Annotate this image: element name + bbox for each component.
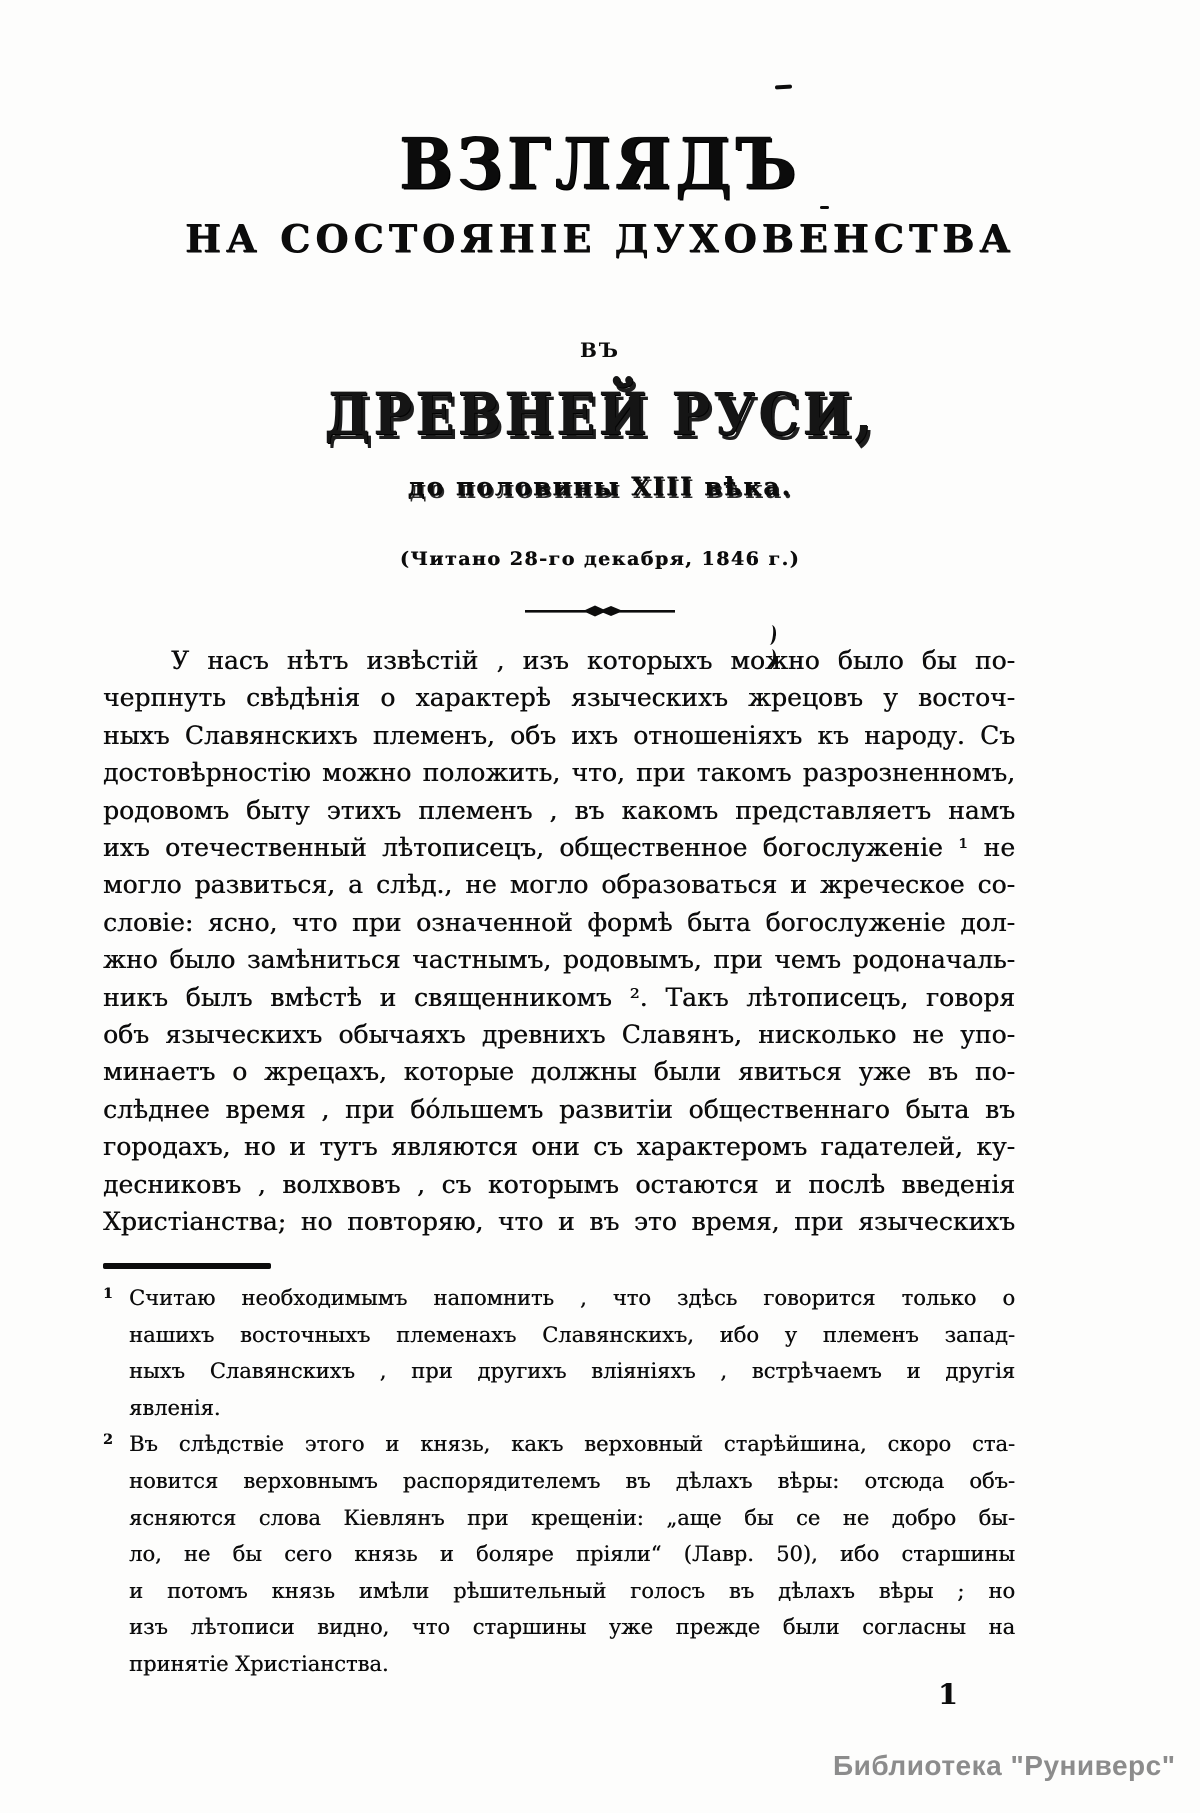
- text-line: достовѣрностію можно положить, что, при такомъ разрозненномъ,: [103, 758, 1015, 788]
- footnote-line: Въ слѣдствіе этого и князь, какъ верховный старѣйшина, скоро ста-: [129, 1432, 1015, 1457]
- divider-flourish-icon: [525, 604, 675, 618]
- book-title-preposition: ВЪ: [579, 338, 621, 362]
- text-line: черпнуть свѣдѣнія о характерѣ языческихъ жрецовъ у восточ-: [103, 683, 1015, 713]
- footnote-marker: 1: [103, 1286, 113, 1302]
- text-line: ныхъ Славянскихъ племенъ, объ ихъ отношеніяхъ къ народу. Съ: [103, 720, 1015, 750]
- text-line: десниковъ , волхвовъ , съ которымъ остаются и послѣ введенія: [103, 1169, 1015, 1199]
- library-watermark: Библиотека "Руниверс": [833, 1750, 1176, 1781]
- book-title-sub: НА СОСТОЯНІЕ ДУХОВЕНСТВА: [184, 216, 1016, 261]
- text-line: ихъ отечественный лѣтописецъ, общественное богослуженіе ¹ не: [103, 833, 1015, 863]
- footnote-line: и потомъ князь имѣли рѣшительный голосъ въ дѣлахъ вѣры ; но: [129, 1578, 1015, 1603]
- footnote-line: нашихъ восточныхъ племенахъ Славянскихъ, ибо у племенъ запад-: [129, 1322, 1015, 1347]
- text-line: словіе: ясно, что при означенной формѣ быта богослуженіе дол-: [103, 907, 1015, 937]
- text-line: жно было замѣниться частнымъ, родовымъ, при чемъ родоначаль-: [103, 945, 1015, 975]
- ornamental-divider: [0, 604, 1200, 618]
- text-line: Христіанства; но повторяю, что и въ это время, при языческихъ: [103, 1207, 1015, 1237]
- book-title-main: ВЗГЛЯДЪ: [399, 122, 801, 205]
- text-line: могло развиться, а слѣд., не могло образоваться и жреческое со-: [103, 870, 1015, 900]
- footnote-line: Считаю необходимымъ напомнить , что здѣсь говорится только о: [129, 1286, 1015, 1310]
- footnote-line: явленія.: [129, 1395, 221, 1420]
- footnote-marker: 2: [103, 1432, 113, 1449]
- footnote-line: ло, не бы сего князь и боляре пріяли“ (Лавр. 50), ибо старшины: [129, 1542, 1015, 1567]
- footnote-1: [103, 1280, 1015, 1426]
- text-line: минаетъ о жрецахъ, которые должны были явиться уже въ по-: [103, 1057, 1015, 1087]
- text-line: слѣднее время , при бо́льшемъ развитіи общественнаго быта въ: [103, 1094, 1015, 1124]
- footnote-line: изъ лѣтописи видно, что старшины уже прежде были согласны на: [129, 1615, 1015, 1640]
- text-line: городахъ, но и тутъ являются они съ характеромъ гадателей, ку-: [103, 1132, 1015, 1162]
- footnote-line: новится верховнымъ распорядителемъ въ дѣлахъ вѣры: отсюда объ-: [129, 1468, 1015, 1493]
- footnotes-section: [103, 1280, 1015, 1683]
- text-line: объ языческихъ обычаяхъ древнихъ Славянъ, нисколько не упо-: [103, 1020, 1015, 1050]
- main-paragraph: [103, 642, 1015, 1241]
- footnote-line: ясняются слова Кіевлянъ при крещеніи: „аще бы се не добро бы-: [129, 1505, 1015, 1530]
- footnote-line: ныхъ Славянскихъ , при другихъ вліяніяхъ , встрѣчаемъ и другія: [129, 1359, 1015, 1384]
- footnote-2: [103, 1426, 1015, 1682]
- reading-date-line: (Читано 28-го декабря, 1846 г.): [399, 548, 801, 570]
- book-title-period: до половины XIII вѣка.: [407, 472, 793, 501]
- ink-smudge: [775, 85, 792, 90]
- footnote-separator-rule: [103, 1263, 271, 1269]
- text-line: родовомъ быту этихъ племенъ , въ какомъ представляетъ намъ: [103, 795, 1015, 825]
- footnote-line: принятіе Христіанства.: [129, 1651, 389, 1676]
- text-line: никъ былъ вмѣстѣ и священникомъ ². Такъ лѣтописецъ, говоря: [103, 982, 1015, 1012]
- ink-smudge: [820, 206, 829, 209]
- text-line: У насъ нѣтъ извѣстій , изъ которыхъ можно было бы по-: [171, 646, 1015, 675]
- page-number: 1: [938, 1678, 958, 1711]
- book-title-ornate: ДРЕВНЕЙ РУСИ,: [324, 380, 876, 448]
